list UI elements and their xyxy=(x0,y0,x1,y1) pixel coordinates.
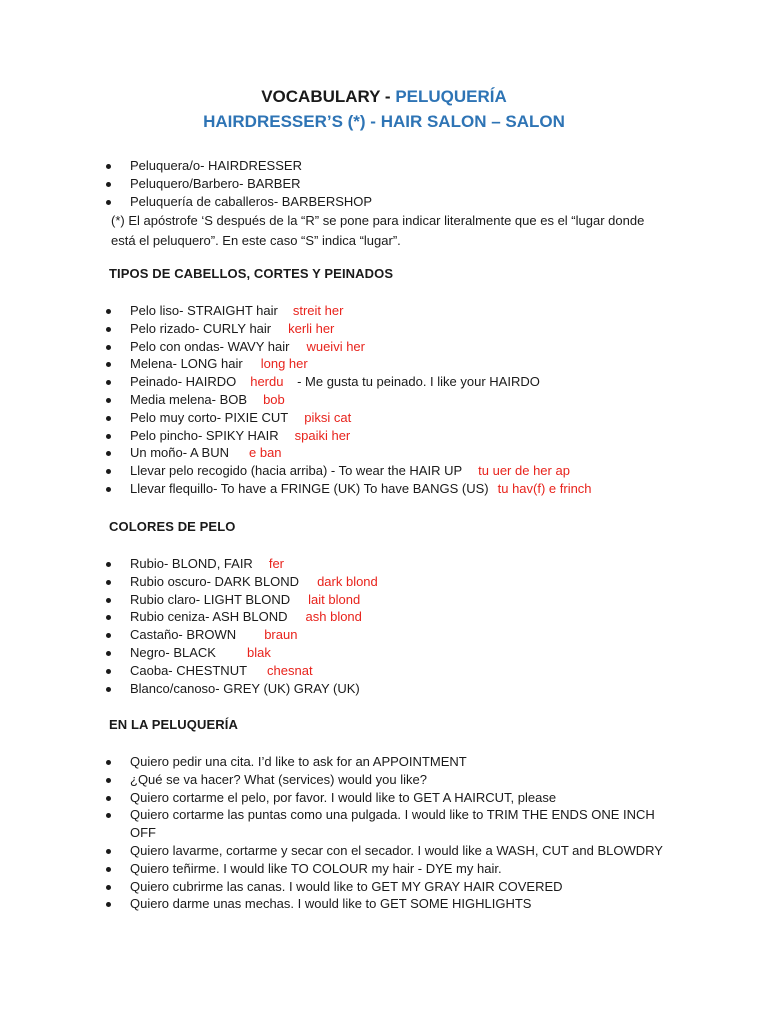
item-example: - Me gusta tu peinado. I like your HAIRDO xyxy=(293,374,540,390)
pronunciation: bob xyxy=(263,391,285,407)
pronunciation: tu hav(f) e frinch xyxy=(497,480,592,496)
list-item xyxy=(104,480,592,498)
item-text: Quiero lavarme, cortarme y secar con el secador. I would like a WASH, CUT and BLOWDRY xyxy=(130,842,663,858)
list-item xyxy=(104,608,378,626)
list-item xyxy=(104,193,372,211)
item-text: Un moño- A BUN xyxy=(130,445,229,461)
list-item xyxy=(104,626,378,644)
list-item xyxy=(104,555,378,573)
item-text: Llevar flequillo- To have a FRINGE (UK) To have BANGS (US) xyxy=(130,480,489,496)
item-text: Quiero darme unas mechas. I would like to GET SOME HIGHLIGHTS xyxy=(130,896,532,912)
item-text: Pelo con ondas- WAVY hair xyxy=(130,338,290,354)
item-text: ¿Qué se va hacer? What (services) would you like? xyxy=(130,771,427,787)
list-item xyxy=(104,806,664,842)
pronunciation: wueivi her xyxy=(306,338,365,354)
list-item xyxy=(104,175,372,193)
list-item xyxy=(104,895,664,913)
list-item xyxy=(104,591,378,609)
pronunciation: piksi cat xyxy=(304,409,352,425)
pronunciation: tu uer de her ap xyxy=(478,463,570,479)
list-item xyxy=(104,771,664,789)
apostrophe-note: (*) El apóstrofe ‘S después de la “R” se pone para indicar literalmente que es el “lugar donde está el peluquero”. En este caso “S” indica “lugar”. xyxy=(111,213,645,248)
pronunciation: e ban xyxy=(249,445,282,461)
item-text: Melena- LONG hair xyxy=(130,356,243,372)
item-text: Quiero pedir una cita. I’d like to ask for an APPOINTMENT xyxy=(130,754,467,769)
title-accent: PELUQUERÍA xyxy=(395,87,507,106)
pronunciation: long her xyxy=(260,356,308,372)
pronunciation: streit her xyxy=(292,303,344,318)
list-item xyxy=(104,644,378,662)
list-item xyxy=(104,444,592,462)
item-text: Pelo rizado- CURLY hair xyxy=(130,320,272,336)
pronunciation: spaiki her xyxy=(294,427,351,443)
list-item xyxy=(104,662,378,680)
list-item xyxy=(104,680,378,698)
pronunciation: kerli her xyxy=(288,320,335,336)
list-item xyxy=(104,302,592,320)
item-text: Media melena- BOB xyxy=(130,391,248,407)
pronunciation: fer xyxy=(268,556,284,571)
item-text: Peinado- HAIRDO xyxy=(130,374,237,390)
list-item xyxy=(104,157,372,175)
document-subtitle: HAIRDRESSER’S (*) - HAIR SALON – SALON xyxy=(203,112,565,131)
list-item xyxy=(104,427,592,445)
item-text: Quiero cortarme el pelo, por favor. I would like to GET A HAIRCUT, please xyxy=(130,789,557,805)
list-item xyxy=(104,753,664,771)
list-item xyxy=(104,391,592,409)
pronunciation: lait blond xyxy=(308,591,361,607)
section-heading-at-salon: EN LA PELUQUERÍA xyxy=(109,717,238,732)
item-text: Pelo pincho- SPIKY HAIR xyxy=(130,427,279,443)
item-text: Llevar pelo recogido (hacia arriba) - To wear the HAIR UP xyxy=(130,463,463,479)
item-text: Peluquera/o- HAIRDRESSER xyxy=(130,158,302,173)
list-item xyxy=(104,373,592,391)
hair-colors-list xyxy=(104,555,378,697)
item-text: Rubio ceniza- ASH BLOND xyxy=(130,609,288,625)
section-heading-hair-types: TIPOS DE CABELLOS, CORTES Y PEINADOS xyxy=(109,266,394,281)
list-item xyxy=(104,355,592,373)
pronunciation: ash blond xyxy=(305,609,362,625)
intro-list xyxy=(104,157,372,210)
item-text: Quiero cubrirme las canas. I would like to GET MY GRAY HAIR COVERED xyxy=(130,878,563,894)
item-text: Caoba- CHESTNUT xyxy=(130,662,248,678)
title-prefix: VOCABULARY - xyxy=(261,87,396,106)
pronunciation: herdu xyxy=(250,374,284,390)
at-salon-list xyxy=(104,753,664,913)
hair-types-list xyxy=(104,302,592,498)
list-item xyxy=(104,320,592,338)
item-text: Quiero cortarme las puntas como una pulgada. I would like to TRIM THE ENDS ONE INCH OFF xyxy=(130,807,655,841)
pronunciation: dark blond xyxy=(317,573,378,589)
pronunciation: blak xyxy=(246,644,271,660)
list-item xyxy=(104,573,378,591)
list-item xyxy=(104,878,664,896)
list-item xyxy=(104,409,592,427)
pronunciation: chesnat xyxy=(267,662,313,678)
item-text: Negro- BLACK xyxy=(130,644,216,660)
pronunciation: braun xyxy=(264,627,298,643)
item-text: Rubio oscuro- DARK BLOND xyxy=(130,573,300,589)
item-text: Pelo liso- STRAIGHT hair xyxy=(130,303,278,318)
item-text: Rubio claro- LIGHT BLOND xyxy=(130,591,291,607)
list-item xyxy=(104,338,592,356)
item-text: Rubio- BLOND, FAIR xyxy=(130,556,253,571)
section-heading-hair-colors: COLORES DE PELO xyxy=(109,519,236,534)
list-item xyxy=(104,462,592,480)
list-item xyxy=(104,789,664,807)
item-text: Peluquero/Barbero- BARBER xyxy=(130,175,301,191)
item-text: Blanco/canoso- GREY (UK) GRAY (UK) xyxy=(130,680,360,696)
item-text: Peluquería de caballeros- BARBERSHOP xyxy=(130,193,373,209)
list-item xyxy=(104,860,664,878)
item-text: Pelo muy corto- PIXIE CUT xyxy=(130,409,289,425)
list-item xyxy=(104,842,664,860)
document-title xyxy=(0,87,768,107)
item-text: Quiero teñirme. I would like TO COLOUR my hair - DYE my hair. xyxy=(130,860,502,876)
item-text: Castaño- BROWN xyxy=(130,627,237,643)
